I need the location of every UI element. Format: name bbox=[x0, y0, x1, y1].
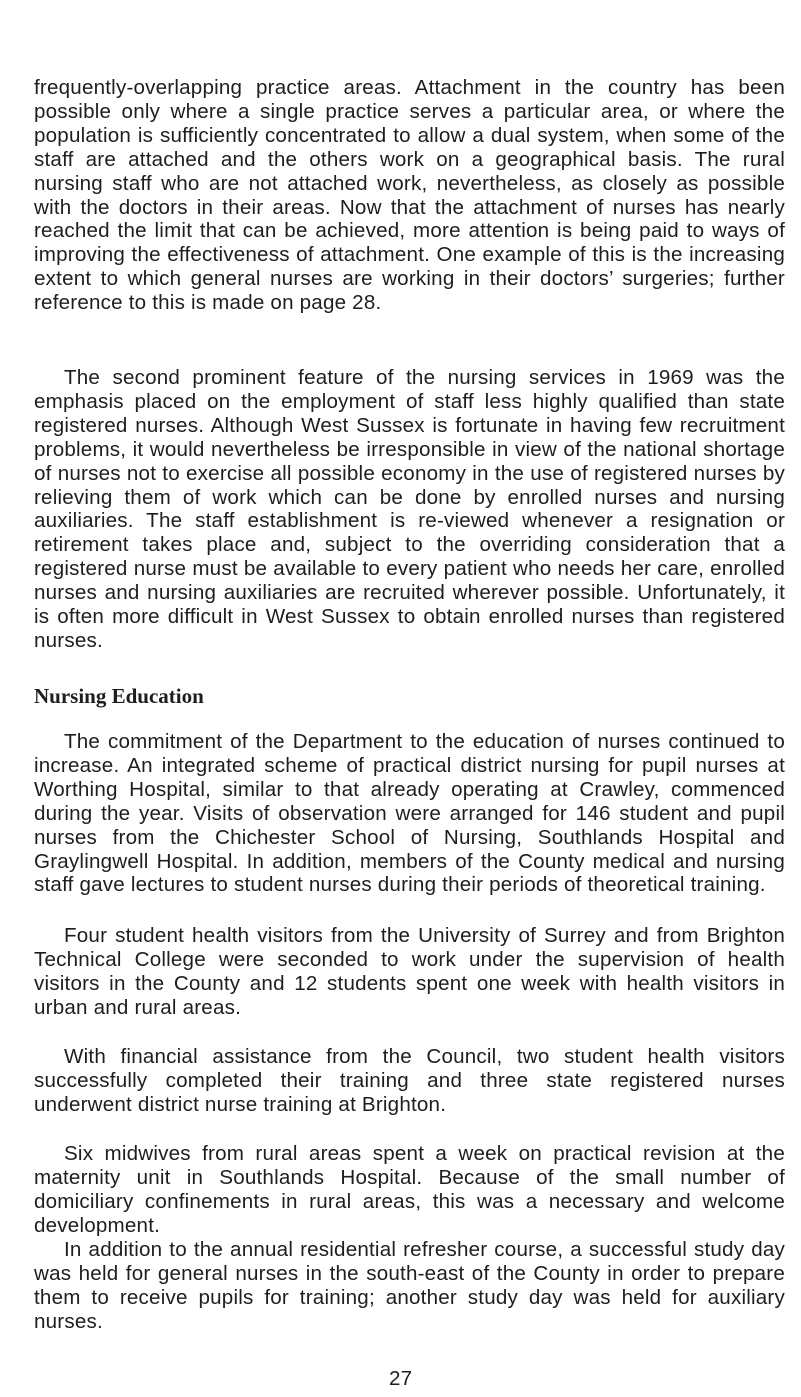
paragraph-financial-assistance: With financial assistance from the Council, two student health visitors successfully completed their training and three state registered nurses underwent district nurse training at Brighton. bbox=[34, 1045, 785, 1116]
paragraph-staffing: The second prominent feature of the nursing services in 1969 was the emphasis placed on the employment of staff less highly qualified than state registered nurses. Although West Sussex is fortunate in having few recruitment problems, it would nevertheless be irresponsible in view of the national shortage of nurses not to exercise all possible economy in the use of registered nurses by relieving them of work which can be done by enrolled nurses and nursing auxiliaries. The staff establishment is re-viewed whenever a resignation or retirement takes place and, subject to the overriding consideration that a registered nurse must be available to every patient who needs her care, enrolled nurses and nursing auxiliaries are recruited wherever possible. Unfortunately, it is often more difficult in West Sussex to obtain enrolled nurses than registered nurses. bbox=[34, 366, 785, 652]
section-heading-nursing-education: Nursing Education bbox=[34, 684, 204, 708]
page-number: 27 bbox=[389, 1367, 413, 1390]
paragraph-student-health-visitors: Four student health visitors from the University of Surrey and from Brighton Technical College were seconded to work under the supervision of health visitors in the County and 12 students spent one week with health visitors in urban and rural areas. bbox=[34, 924, 785, 1019]
document-page bbox=[34, 0, 785, 1397]
paragraph-refresher-course: In addition to the annual residential refresher course, a successful study day was held for general nurses in the south-east of the County in order to prepare them to receive pupils for training; another study day was held for auxiliary nurses. bbox=[34, 1238, 785, 1333]
paragraph-midwives-revision: Six midwives from rural areas spent a week on practical revision at the maternity unit in Southlands Hospital. Because of the small number of domiciliary confinements in rural areas, this was a necessary and welcome development. bbox=[34, 1142, 785, 1237]
paragraph-attachment: frequently-overlapping practice areas. Attachment in the country has been possible only where a single practice serves a particular area, or where the population is sufficiently concentrated to allow a dual system, when some of the staff are attached and the others work on a geographical basis. The rural nursing staff who are not attached work, nevertheless, as closely as possible with the doctors in their areas. Now that the attachment of nurses has nearly reached the limit that can be achieved, more attention is being paid to ways of improving the effectiveness of attachment. One example of this is the increasing extent to which general nurses are working in their doctors’ surgeries; further reference to this is made on page 28. bbox=[34, 76, 785, 315]
paragraph-education-commitment: The commitment of the Department to the education of nurses continued to increase. An integrated scheme of practical district nursing for pupil nurses at Worthing Hospital, similar to that already operating at Crawley, commenced during the year. Visits of observation were arranged for 146 student and pupil nurses from the Chichester School of Nursing, Southlands Hospital and Graylingwell Hospital. In addition, members of the County medical and nursing staff gave lectures to student nurses during their periods of theoretical training. bbox=[34, 730, 785, 897]
